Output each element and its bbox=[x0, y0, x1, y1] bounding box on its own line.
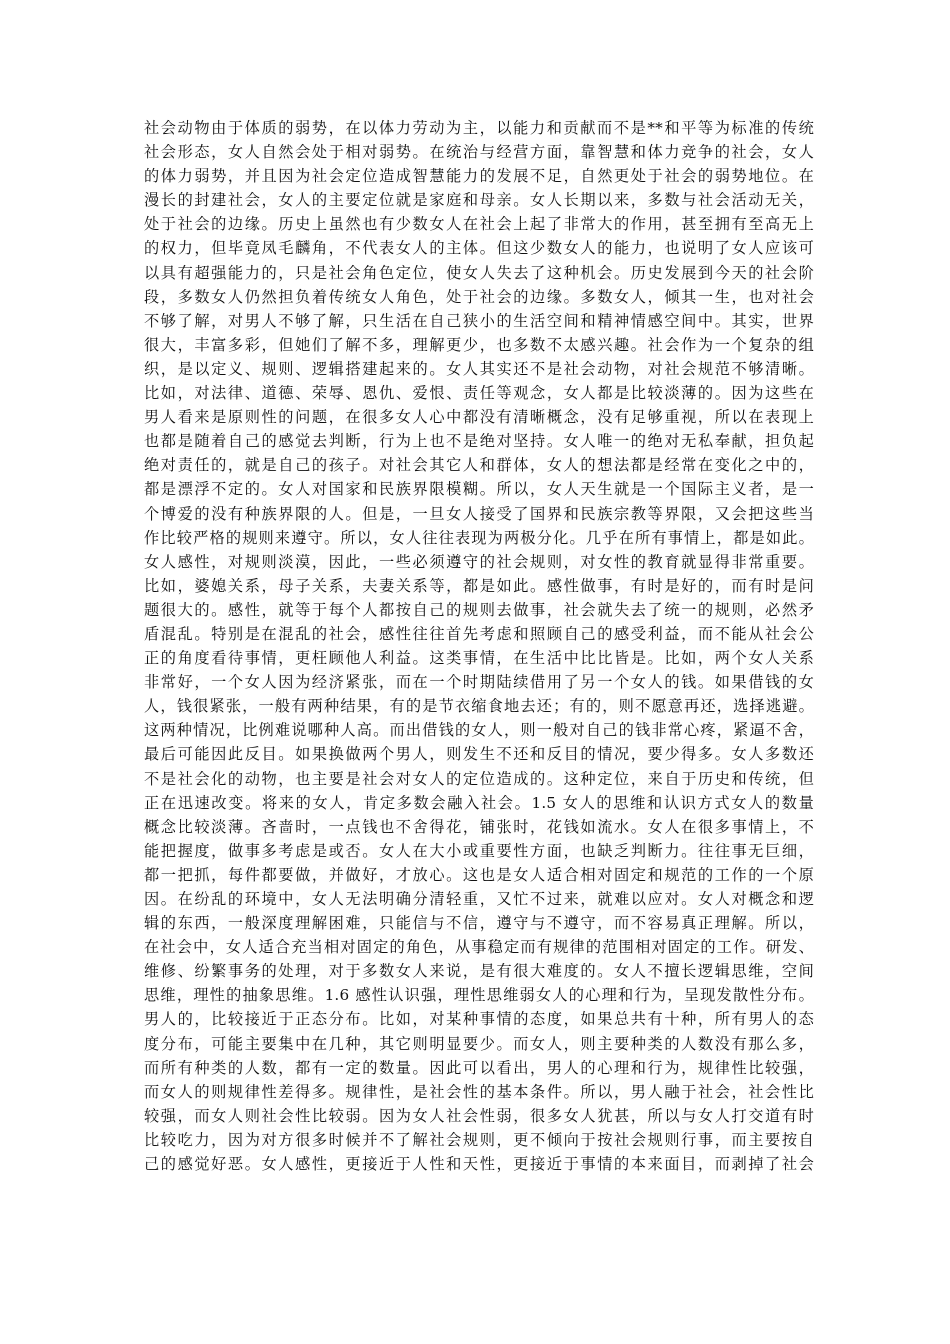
text-line: 因。在纷乱的环境中，女人无法明确分清轻重，又忙不过来，就难以应对。女人对概念和逻 bbox=[144, 890, 814, 908]
text-line: 作比较严格的规则来遵守。所以，女人往往表现为两极分化。几乎在所有事情上，都是如此。 bbox=[144, 528, 814, 547]
text-line: 维修、纷繁事务的处理，对于多数女人来说，是有很大难度的。女人不擅长逻辑思维，空间 bbox=[144, 962, 814, 981]
text-line: 而所有种类的人数，都有一定的数量。因此可以看出，男人的心理和行为，规律性比较强， bbox=[144, 1058, 814, 1077]
text-line: 这两种情况，比例难说哪种人高。而出借钱的女人，则一般对自己的钱非常心疼，紧逼不舍， bbox=[144, 721, 814, 740]
text-line: 比如，对法律、道德、荣辱、恩仇、爱恨、责任等观念，女人都是比较淡薄的。因为这些在 bbox=[144, 384, 814, 403]
text-line: 很大，丰富多彩，但她们了解不多，理解更少，也多数不太感兴趣。社会作为一个复杂的组 bbox=[144, 335, 814, 354]
text-line: 漫长的封建社会，女人的主要定位就是家庭和母亲。女人长期以来，多数与社会活动无关， bbox=[144, 191, 814, 210]
text-line: 能把握度，做事多考虑是或否。女人在大小或重要性方面，也缺乏判断力。往往事无巨细， bbox=[144, 841, 814, 860]
text-line: 人，钱很紧张，一般有两种结果，有的是节衣缩食地去还；有的，则不愿意再还，选择逃避。 bbox=[144, 697, 814, 716]
text-line: 以具有超强能力的，只是社会角色定位，使女人失去了这种机会。历史发展到今天的社会阶 bbox=[144, 263, 814, 282]
text-line: 也都是随着自己的感觉去判断，行为上也不是绝对坚持。女人唯一的绝对无私奉献，担负起 bbox=[144, 432, 814, 451]
text-line: 正在迅速改变。将来的女人，肯定多数会融入社会。1.5 女人的思维和认识方式女人的数量 bbox=[144, 793, 814, 812]
text-line: 己的感觉好恶。女人感性，更接近于人性和天性，更接近于事情的本来面目，而剥掉了社会 bbox=[144, 1155, 814, 1174]
text-line: 比较吃力，因为对方很多时候并不了解社会规则，更不倾向于按社会规则行事，而主要按自 bbox=[144, 1130, 814, 1149]
text-line: 处于社会的边缘。历史上虽然也有少数女人在社会上起了非常大的作用，甚至拥有至高无上 bbox=[144, 215, 814, 234]
text-line: 非常好，一个女人因为经济紧张，而在一个时期陆续借用了另一个女人的钱。如果借钱的女 bbox=[144, 673, 814, 692]
text-line: 度分布，可能主要集中在几种，其它则明显要少。而女人，则主要种类的人数没有那么多， bbox=[144, 1034, 814, 1053]
text-line: 男人看来是原则性的问题，在很多女人心中都没有清晰概念，没有足够重视，所以在表现上 bbox=[144, 408, 814, 427]
text-line: 社会动物由于体质的弱势，在以体力劳动为主，以能力和贡献而不是**和平等为标准的传统 bbox=[144, 119, 814, 137]
text-line: 社会形态，女人自然会处于相对弱势。在统治与经营方面，靠智慧和体力竞争的社会，女人 bbox=[144, 143, 814, 162]
body-text bbox=[144, 116, 814, 1176]
text-line: 个博爱的没有种族界限的人。但是，一旦女人接受了国界和民族宗教等界限，又会把这些当 bbox=[144, 504, 814, 523]
text-line: 绝对责任的，就是自己的孩子。对社会其它人和群体，女人的想法都是经常在变化之中的， bbox=[144, 456, 814, 475]
text-line: 段，多数女人仍然担负着传统女人角色，处于社会的边缘。多数女人，倾其一生，也对社会 bbox=[144, 287, 814, 306]
text-line: 都是漂浮不定的。女人对国家和民族界限模糊。所以，女人天生就是一个国际主义者，是一 bbox=[144, 480, 814, 499]
text-line: 织，是以定义、规则、逻辑搭建起来的。女人其实还不是社会动物，对社会规范不够清晰。 bbox=[144, 359, 814, 378]
text-line: 不够了解，对男人不够了解，只生活在自己狭小的生活空间和精神情感空间中。其实，世界 bbox=[144, 311, 814, 330]
text-line: 都一把抓，每件都要做，并做好，才放心。这也是女人适合相对固定和规范的工作的一个原 bbox=[144, 865, 814, 884]
text-line: 最后可能因此反目。如果换做两个男人，则发生不还和反目的情况，要少得多。女人多数还 bbox=[144, 745, 814, 764]
text-line: 题很大的。感性，就等于每个人都按自己的规则去做事，社会就失去了统一的规则，必然矛 bbox=[144, 600, 814, 619]
text-line: 女人感性，对规则淡漠，因此，一些必须遵守的社会规则，对女性的教育就显得非常重要。 bbox=[144, 552, 814, 571]
text-line: 的权力，但毕竟凤毛麟角，不代表女人的主体。但这少数女人的能力，也说明了女人应该可 bbox=[144, 239, 814, 258]
text-line: 的体力弱势，并且因为社会定位造成智慧能力的发展不足，自然更处于社会的弱势地位。在 bbox=[144, 167, 814, 186]
text-line: 思维，理性的抽象思维。1.6 感性认识强，理性思维弱女人的心理和行为，呈现发散性分布。 bbox=[144, 986, 814, 1005]
text-line: 在社会中，女人适合充当相对固定的角色，从事稳定而有规律的范围相对固定的工作。研发、 bbox=[144, 938, 814, 957]
text-line: 辑的东西，一般深度理解困难，只能信与不信，遵守与不遵守，而不容易真正理解。所以， bbox=[144, 914, 814, 933]
text-line: 不是社会化的动物，也主要是社会对女人的定位造成的。这种定位，来自于历史和传统，但 bbox=[144, 769, 814, 788]
text-line: 男人的，比较接近于正态分布。比如，对某种事情的态度，如果总共有十种，所有男人的态 bbox=[144, 1010, 814, 1029]
text-line: 较强，而女人则社会性比较弱。因为女人社会性弱，很多女人犹甚，所以与女人打交道有时 bbox=[144, 1106, 814, 1125]
text-line: 盾混乱。特别是在混乱的社会，感性往往首先考虑和照顾自己的感受利益，而不能从社会公 bbox=[144, 624, 814, 643]
text-line: 正的角度看待事情，更枉顾他人利益。这类事情，在生活中比比皆是。比如，两个女人关系 bbox=[144, 649, 814, 668]
text-line: 而女人的则规律性差得多。规律性，是社会性的基本条件。所以，男人融于社会，社会性比 bbox=[144, 1082, 814, 1101]
text-line: 概念比较淡薄。吝啬时，一点钱也不舍得花，铺张时，花钱如流水。女人在很多事情上，不 bbox=[144, 817, 814, 836]
text-line: 比如，婆媳关系，母子关系，夫妻关系等，都是如此。感性做事，有时是好的，而有时是问 bbox=[144, 576, 814, 595]
